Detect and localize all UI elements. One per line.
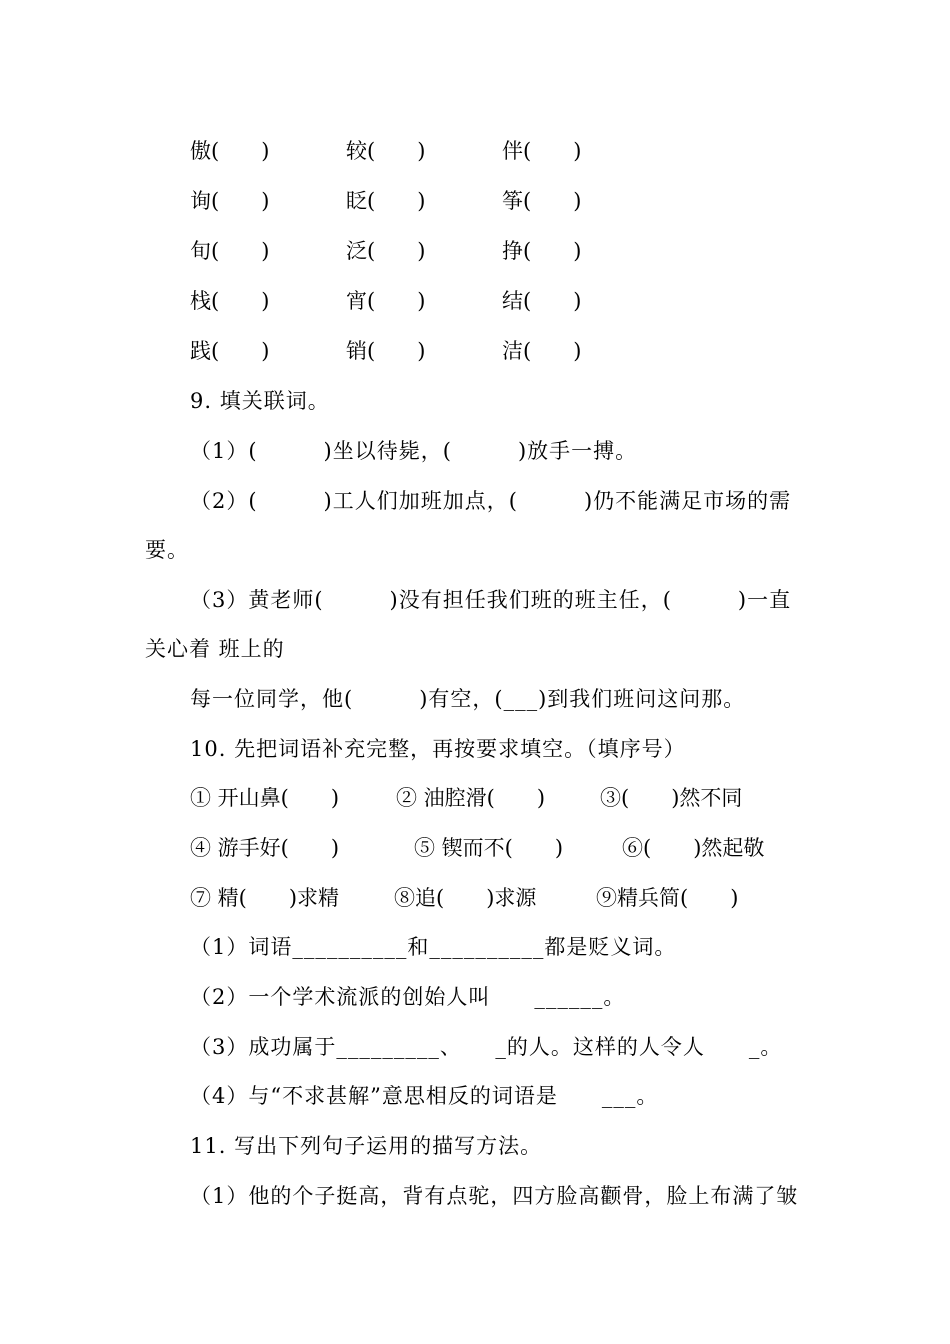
grid-cell: 询( ) xyxy=(190,189,270,213)
q9-line-1: （1）( )坐以待毙，( )放手一搏。 xyxy=(190,439,638,463)
grid-cell: 筝( ) xyxy=(502,189,582,213)
grid-cell: 践( ) xyxy=(190,339,270,363)
q9-title: 9. 填关联词。 xyxy=(190,389,330,413)
q10-item: ③( )然不同 xyxy=(600,786,743,810)
q10-sub-4: （4）与“不求甚解”意思相反的词语是 ___。 xyxy=(190,1084,659,1108)
q10-item: ⑤ 锲而不( ) xyxy=(414,836,564,860)
q10-item: ② 油腔滑( ) xyxy=(396,786,546,810)
q10-item: ⑨精兵简( ) xyxy=(596,886,739,910)
grid-cell: 泛( ) xyxy=(346,239,426,263)
q11-line-1: （1）他的个子挺高，背有点驼，四方脸高颧骨，脸上布满了皱 xyxy=(190,1184,799,1208)
grid-cell: 宵( ) xyxy=(346,289,426,313)
grid-cell: 傲( ) xyxy=(190,139,270,163)
grid-cell: 旬( ) xyxy=(190,239,270,263)
grid-cell: 眨( ) xyxy=(346,189,426,213)
grid-cell: 栈( ) xyxy=(190,289,270,313)
q9-line-3b: 关心着 班上的 xyxy=(145,637,285,661)
q9-line-3c: 每一位同学，他( )有空，(___)到我们班问这问那。 xyxy=(190,687,746,711)
q10-item: ① 开山鼻( ) xyxy=(190,786,340,810)
grid-cell: 洁( ) xyxy=(502,339,582,363)
q10-sub-1: （1）词语__________和__________都是贬义词。 xyxy=(190,935,677,959)
q10-title: 10. 先把词语补充完整，再按要求填空。（填序号） xyxy=(190,737,686,761)
q10-sub-3: （3）成功属于_________、 _的人。这样的人令人 _。 xyxy=(190,1035,783,1059)
grid-cell: 较( ) xyxy=(346,139,426,163)
q9-line-2b: 要。 xyxy=(145,538,189,562)
q10-item: ④ 游手好( ) xyxy=(190,836,340,860)
q10-item: ⑥( )然起敬 xyxy=(622,836,765,860)
q10-item: ⑧追( )求源 xyxy=(394,886,537,910)
grid-cell: 挣( ) xyxy=(502,239,582,263)
grid-cell: 结( ) xyxy=(502,289,582,313)
q9-line-2a: （2）( )工人们加班加点，( )仍不能满足市场的需 xyxy=(190,489,792,513)
q10-item: ⑦ 精( )求精 xyxy=(190,886,340,910)
q9-line-3a: （3）黄老师( )没有担任我们班的班主任，( )一直 xyxy=(190,588,792,612)
q11-title: 11. 写出下列句子运用的描写方法。 xyxy=(190,1134,543,1158)
grid-cell: 销( ) xyxy=(346,339,426,363)
grid-cell: 伴( ) xyxy=(502,139,582,163)
q10-sub-2: （2）一个学术流派的创始人叫 ______。 xyxy=(190,985,626,1009)
